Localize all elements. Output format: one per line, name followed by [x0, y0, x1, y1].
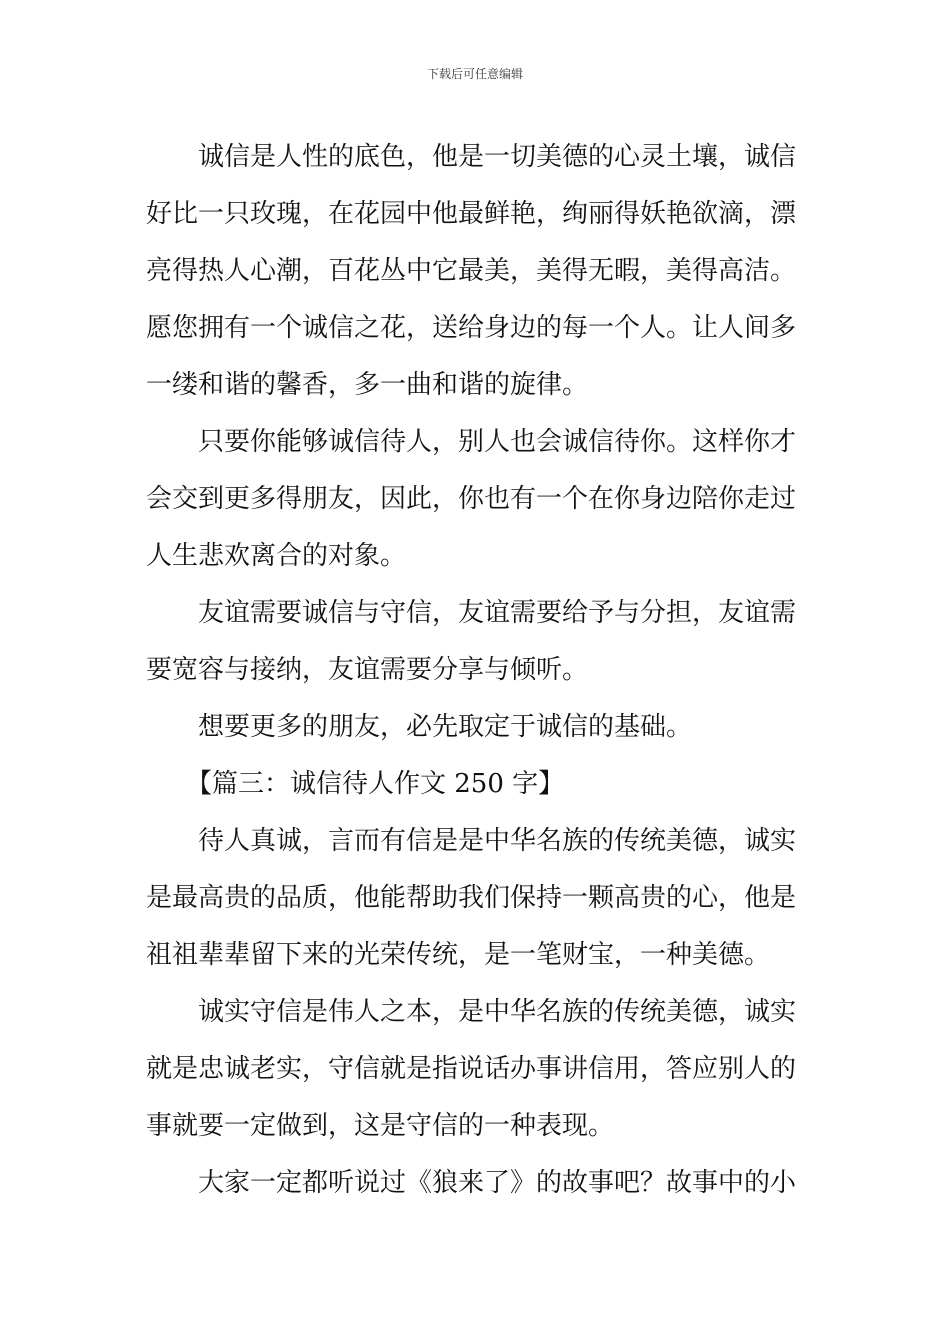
text-line: 愿您拥有一个诚信之花，送给身边的每一个人。让人间多 — [146, 313, 797, 343]
paragraph-3 — [146, 585, 808, 699]
paragraph-6 — [146, 984, 808, 1155]
text-line: 待人真诚，言而有信是是中华名族的传统美德，诚实 — [198, 826, 797, 856]
section-heading-text: 【篇三：诚信待人作文 250 字】 — [186, 769, 565, 799]
text-line: 一缕和谐的馨香，多一曲和谐的旋律。 — [146, 370, 589, 400]
text-line: 人生悲欢离合的对象。 — [146, 541, 407, 571]
text-line: 要宽容与接纳，友谊需要分享与倾听。 — [146, 655, 589, 685]
text-line: 大家一定都听说过《狼来了》的故事吧？故事中的小 — [198, 1168, 797, 1198]
text-line: 好比一只玫瑰，在花园中他最鲜艳，绚丽得妖艳欲滴，漂 — [146, 199, 797, 229]
page-header: 下载后可任意编辑 — [426, 67, 523, 81]
text-line: 是最高贵的品质，他能帮助我们保持一颗高贵的心，他是 — [146, 883, 797, 913]
paragraph-4 — [146, 699, 808, 756]
paragraph-1 — [146, 129, 808, 414]
text-line: 就是忠诚老实，守信就是指说话办事讲信用，答应别人的 — [146, 1054, 797, 1084]
text-line: 诚信是人性的底色，他是一切美德的心灵土壤，诚信 — [198, 142, 797, 172]
text-line: 会交到更多得朋友，因此，你也有一个在你身边陪你走过 — [146, 484, 797, 514]
document-body — [146, 129, 808, 1212]
paragraph-7 — [146, 1155, 808, 1212]
paragraph-2 — [146, 414, 808, 585]
text-line: 只要你能够诚信待人，别人也会诚信待你。这样你才 — [198, 427, 797, 457]
text-line: 友谊需要诚信与守信，友谊需要给予与分担，友谊需 — [198, 598, 797, 628]
section-heading — [146, 756, 808, 813]
text-line: 事就要一定做到，这是守信的一种表现。 — [146, 1111, 615, 1141]
text-line: 想要更多的朋友，必先取定于诚信的基础。 — [198, 712, 693, 742]
text-line: 诚实守信是伟人之本，是中华名族的传统美德，诚实 — [198, 997, 797, 1027]
text-line: 亮得热人心潮，百花丛中它最美，美得无暇，美得高洁。 — [146, 256, 797, 286]
paragraph-5 — [146, 813, 808, 984]
text-line: 祖祖辈辈留下来的光荣传统，是一笔财宝，一种美德。 — [146, 940, 771, 970]
